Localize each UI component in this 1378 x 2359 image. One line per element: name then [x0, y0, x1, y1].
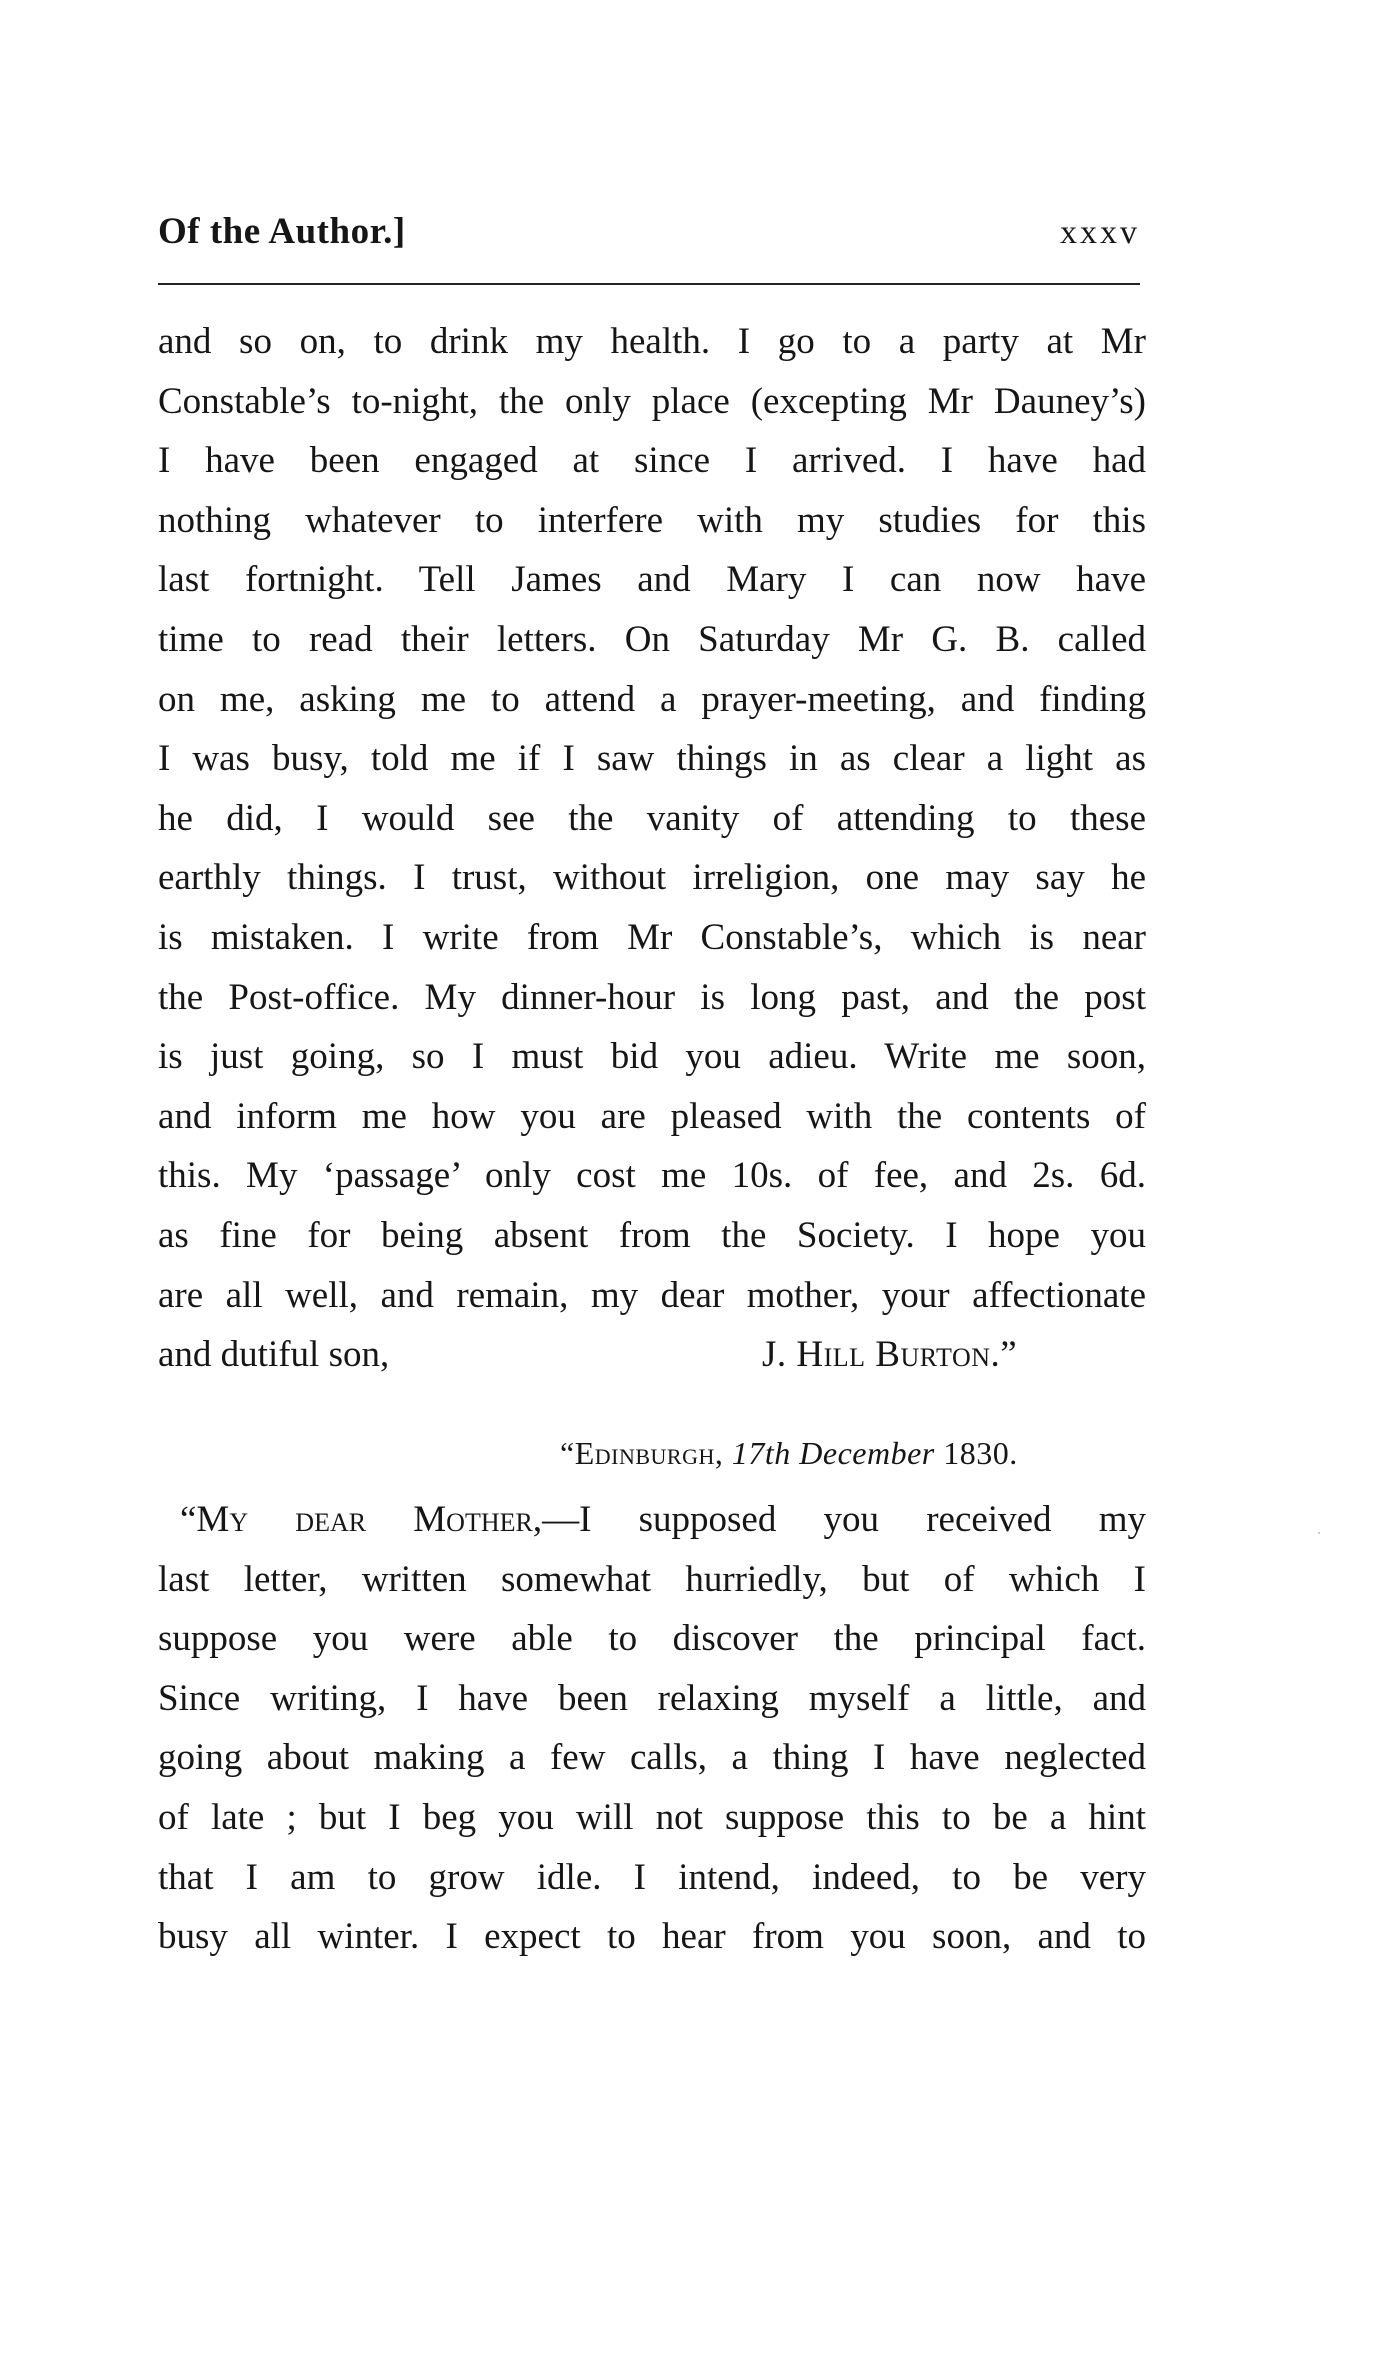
text-line: Constable’s to-night, the only place (excepting Mr Dauney’s): [158, 380, 1146, 422]
salutation-line: [158, 1490, 1146, 1550]
text-line: as fine for being absent from the Society. I hope you: [158, 1214, 1146, 1256]
text-line: I was busy, told me if I saw things in as clear a light as: [158, 738, 1146, 780]
dateline-date: 17th December: [731, 1435, 935, 1471]
letter-salutation: “My dear Mother,: [180, 1499, 543, 1540]
text-line: I have been engaged at since I arrived. I have had: [158, 440, 1146, 482]
salutation-continuation: —I supposed you received my: [542, 1499, 1146, 1540]
letter-closing: and dutiful son,: [158, 1334, 390, 1376]
text-line: busy all winter. I expect to hear from you soon, and to: [158, 1916, 1146, 1958]
text-line: he did, I would see the vanity of attending to these: [158, 797, 1146, 839]
text-line: is mistaken. I write from Mr Constable’s, which is near: [158, 916, 1146, 958]
text-line: this. My ‘passage’ only cost me 10s. of fee, and 2s. 6d.: [158, 1155, 1146, 1197]
text-line: that I am to grow idle. I intend, indeed, to be very: [158, 1856, 1146, 1898]
paper-speck: [1318, 1532, 1320, 1534]
text-line: going about making a few calls, a thing I have neglected: [158, 1737, 1146, 1779]
text-line: last letter, written somewhat hurriedly, but of which I: [158, 1558, 1146, 1600]
letter-signature: J. Hill Burton.”: [762, 1334, 1018, 1376]
page-number: xxxv: [1060, 214, 1140, 251]
running-head: [158, 210, 1140, 260]
text-line: earthly things. I trust, without irreligion, one may say he: [158, 857, 1146, 899]
running-title: Of the Author.]: [158, 211, 406, 252]
dateline-place: “Edinburgh,: [560, 1435, 724, 1471]
letter-one-body: [158, 312, 1146, 1385]
text-line: is just going, so I must bid you adieu. Write me soon,: [158, 1036, 1146, 1078]
text-line: on me, asking me to attend a prayer-meeting, and finding: [158, 678, 1146, 720]
text-line: and so on, to drink my health. I go to a party at Mr: [158, 321, 1146, 362]
text-line: the Post-office. My dinner-hour is long past, and the post: [158, 976, 1146, 1018]
text-line: and inform me how you are pleased with the contents of: [158, 1095, 1146, 1137]
text-line: nothing whatever to interfere with my studies for this: [158, 499, 1146, 541]
closing-line: [158, 1325, 1146, 1385]
letter-dateline: [560, 1428, 1018, 1478]
text-line: of late ; but I beg you will not suppose this to be a hint: [158, 1796, 1146, 1838]
text-line: last fortnight. Tell James and Mary I can now have: [158, 559, 1146, 601]
letter-two-body: [158, 1490, 1146, 1967]
dateline-year: 1830.: [943, 1435, 1018, 1471]
text-line: Since writing, I have been relaxing myself a little, and: [158, 1677, 1146, 1719]
text-line: are all well, and remain, my dear mother, your affectionate: [158, 1274, 1146, 1316]
header-rule: [158, 283, 1140, 285]
text-line: time to read their letters. On Saturday Mr G. B. called: [158, 618, 1146, 660]
text-line: suppose you were able to discover the principal fact.: [158, 1618, 1146, 1660]
